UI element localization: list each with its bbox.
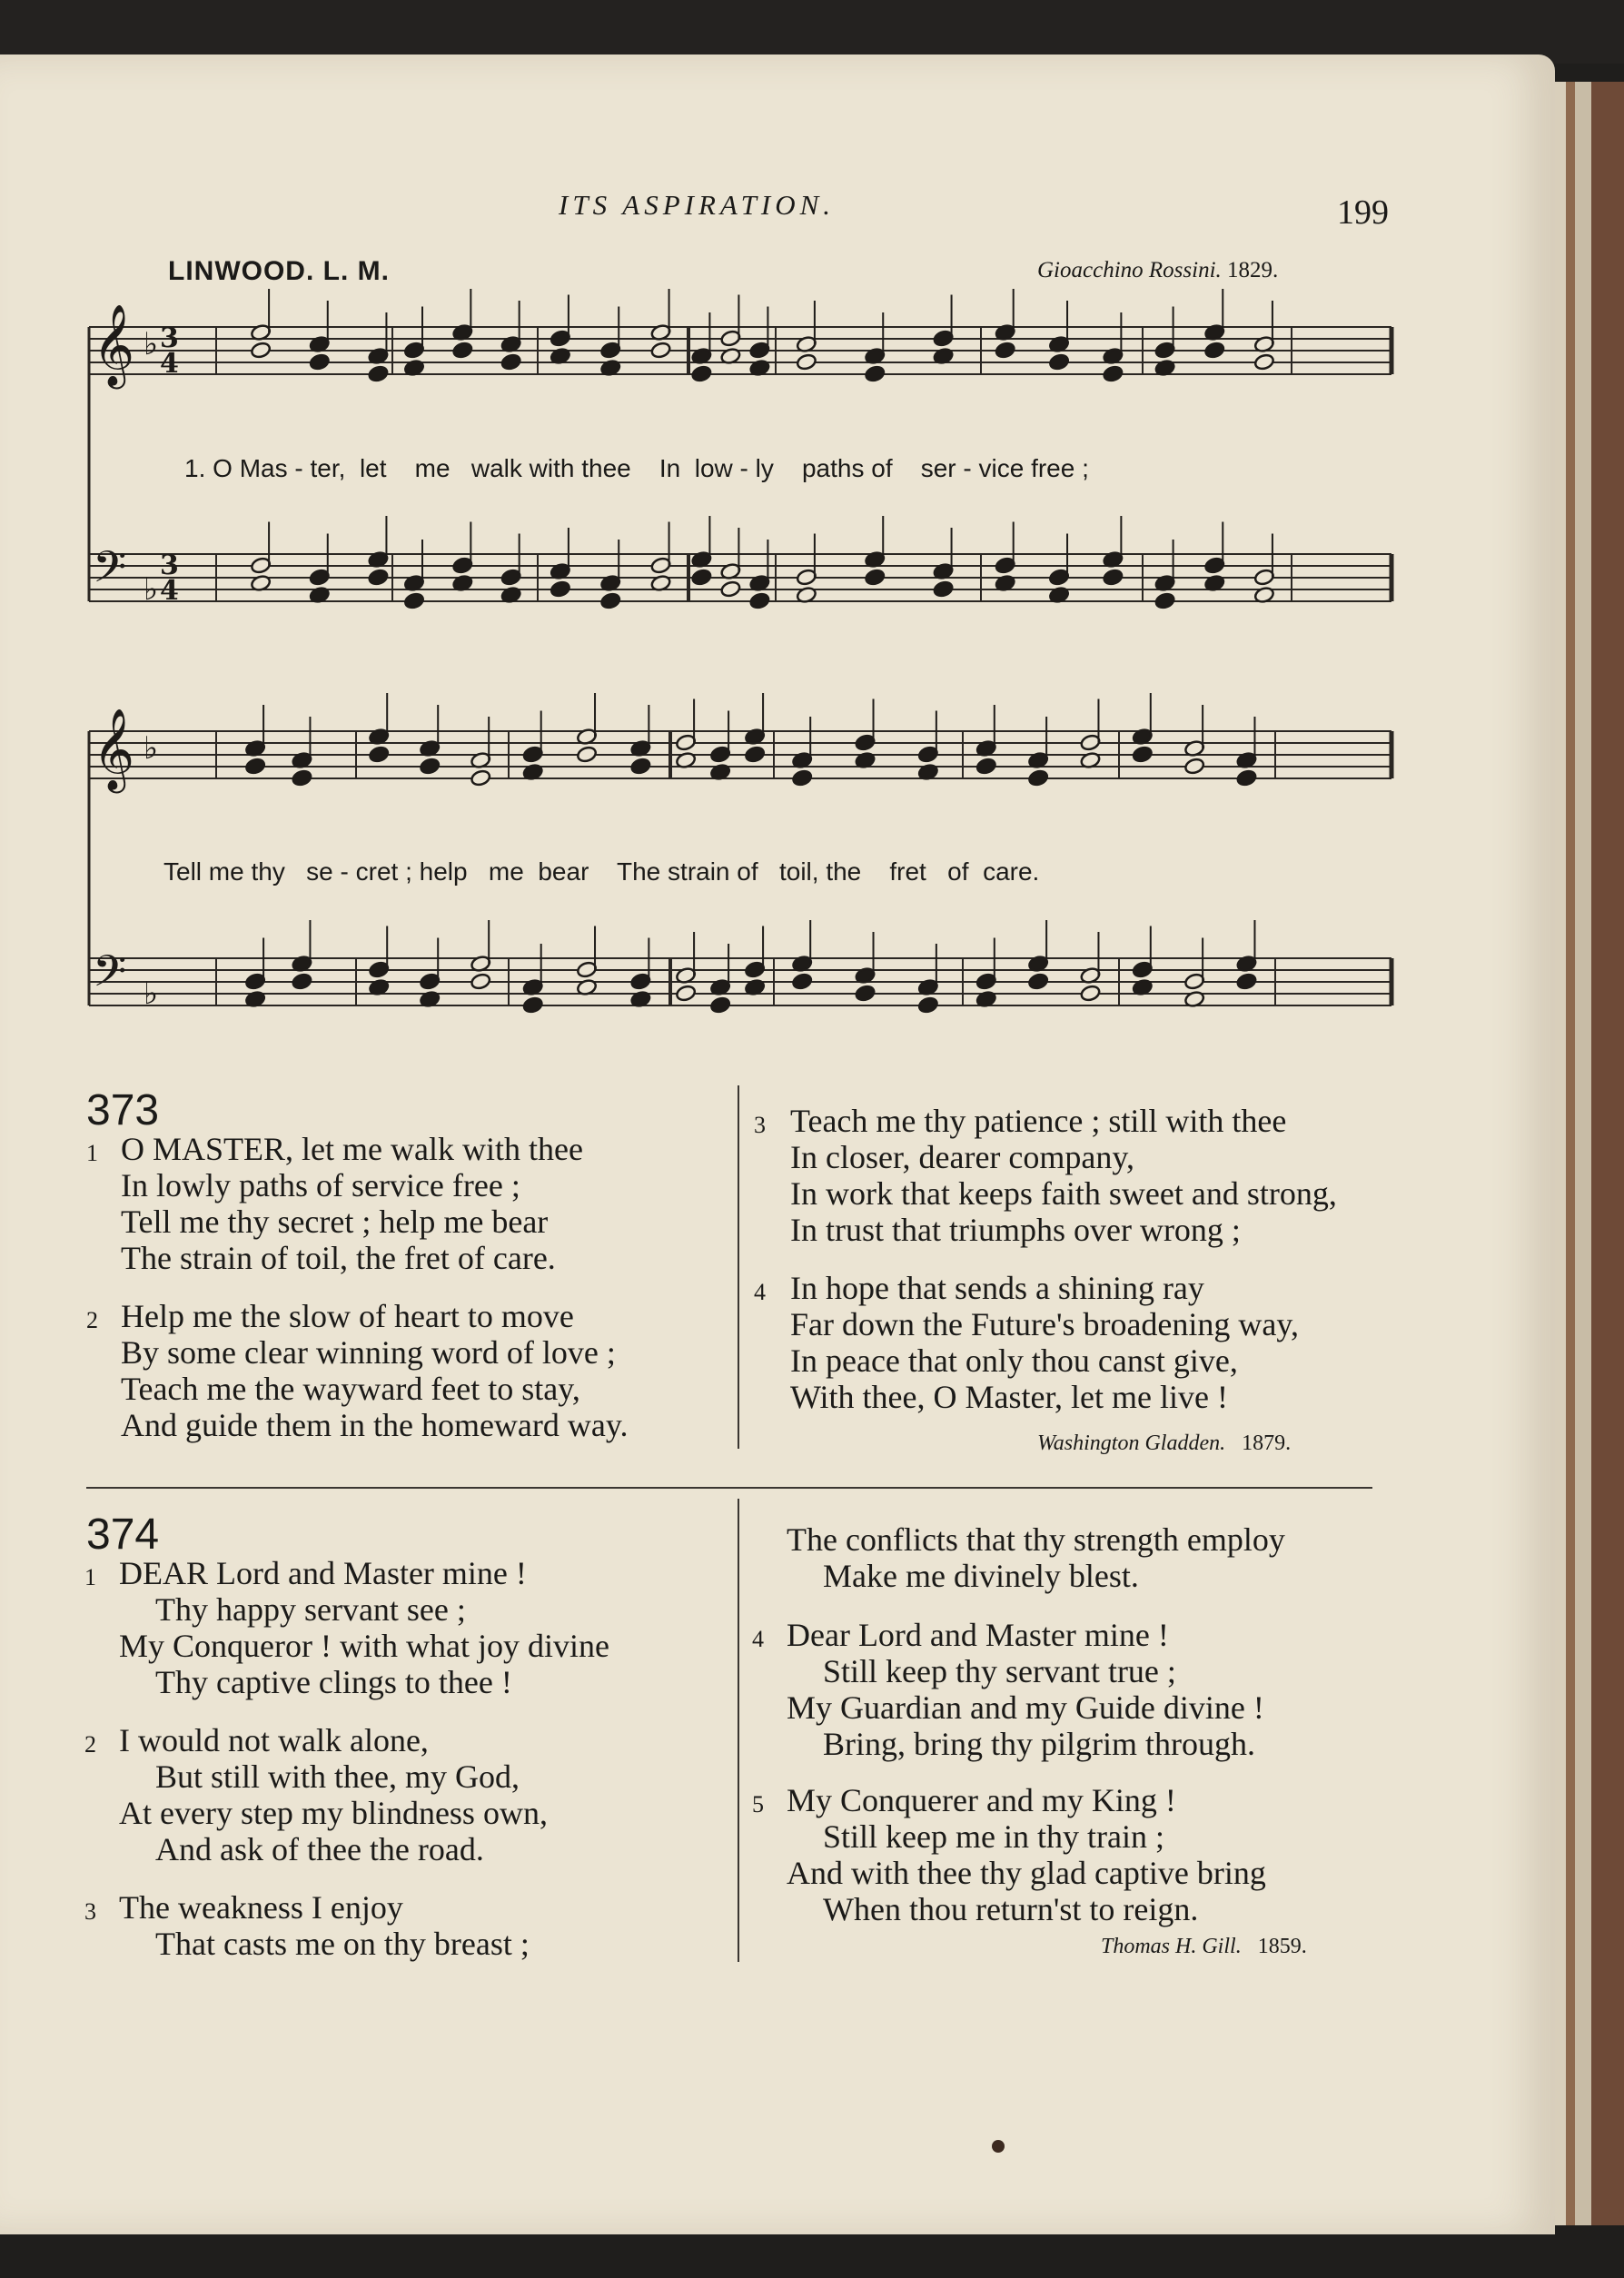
note-head [709, 996, 731, 1015]
note-head [1203, 342, 1225, 360]
hymn-374-author: Thomas H. Gill. [1101, 1935, 1242, 1958]
verse-line: And with thee thy glad captive bring [787, 1855, 1266, 1891]
note-head [1027, 973, 1049, 991]
bass-clef-icon: 𝄢 [93, 946, 127, 1007]
running-title: ITS ASPIRATION. [559, 189, 836, 221]
note-head [1132, 746, 1154, 764]
note-head [250, 342, 272, 360]
note-head [309, 353, 331, 371]
verse-number: 4 [754, 1279, 766, 1305]
verse-line: My Conqueror ! with what joy divine [119, 1628, 609, 1664]
note-head [1103, 365, 1124, 383]
verse-line: DEAR Lord and Master mine ! [119, 1555, 527, 1591]
verse-line: In peace that only thou canst give, [790, 1342, 1238, 1379]
note-head [791, 769, 813, 787]
verse-line: And ask of thee the road. [155, 1831, 484, 1867]
bass-clef-icon: 𝄢 [93, 541, 127, 603]
verse-line: Help me the slow of heart to move [121, 1298, 574, 1334]
verse-line: When thou return'st to reign. [823, 1891, 1199, 1927]
verse-line: Tell me thy secret ; help me bear [121, 1203, 549, 1240]
verse-line: O MASTER, let me walk with thee [121, 1131, 583, 1167]
note-head [675, 985, 697, 1003]
verse-line: The weakness I enjoy [119, 1889, 403, 1926]
note-head [1154, 592, 1176, 610]
page-number: 199 [1337, 193, 1389, 232]
verse-line: Bring, bring thy pilgrim through. [823, 1726, 1255, 1762]
note-head [1080, 985, 1102, 1003]
note-head [419, 758, 441, 776]
verse-line: Teach me the wayward feet to stay, [121, 1371, 580, 1407]
flat-key-signature-icon: ♭ [144, 730, 159, 767]
time-signature: 4 [160, 575, 179, 607]
note-head [1027, 769, 1049, 787]
verse-number: 2 [84, 1731, 96, 1758]
time-signature: 4 [160, 348, 179, 380]
verse-number: 2 [86, 1307, 98, 1333]
note-head [691, 569, 713, 587]
note-head [1236, 973, 1258, 991]
verse-line: In trust that triumphs over wrong ; [790, 1212, 1241, 1248]
column-divider [738, 1499, 739, 1962]
note-head [452, 342, 474, 360]
verse-line: In work that keeps faith sweet and strong, [790, 1175, 1337, 1212]
note-head [917, 996, 939, 1015]
note-head [864, 365, 886, 383]
note-head [1103, 569, 1124, 587]
note-head [791, 973, 813, 991]
verse-number: 4 [752, 1626, 764, 1652]
treble-clef-icon: 𝄞 [93, 708, 135, 790]
note-head [292, 973, 313, 991]
note-head [749, 592, 771, 610]
note-head [933, 580, 955, 599]
note-head [500, 353, 522, 371]
note-head [744, 746, 766, 764]
verse-line: Thy happy servant see ; [155, 1591, 466, 1628]
flat-key-signature-icon: ♭ [144, 326, 159, 362]
note-head [470, 769, 491, 787]
hymn-separator [86, 1487, 1372, 1489]
lyric-line-2: Tell me thy se - cret ; help me bear The strain of toil, the fret of care. [163, 857, 1040, 886]
tune-name: LINWOOD. L. M. [168, 256, 390, 286]
note-head [470, 973, 491, 991]
flat-key-signature-icon: ♭ [144, 976, 159, 1012]
verse-line: But still with thee, my God, [155, 1758, 520, 1795]
note-head [1048, 353, 1070, 371]
verse-line: Still keep thy servant true ; [823, 1653, 1176, 1689]
verse-line: Still keep me in thy train ; [823, 1818, 1164, 1855]
note-head [720, 580, 742, 599]
note-head [691, 365, 713, 383]
note-head [855, 985, 876, 1003]
verse-line: My Guardian and my Guide divine ! [787, 1689, 1264, 1726]
verse-number: 1 [84, 1564, 96, 1590]
note-head [630, 758, 652, 776]
verse-line: The conflicts that thy strength employ [787, 1521, 1285, 1558]
lyric-line-1: 1. O Mas - ter, let me walk with thee In low - ly paths of ser - vice free ; [184, 454, 1089, 482]
time-signature: 3 [160, 550, 179, 581]
verse-line: In hope that sends a shining ray [790, 1270, 1204, 1306]
hymn-373-attribution [1037, 1431, 1291, 1456]
note-head [368, 569, 390, 587]
note-head [292, 769, 313, 787]
note-head [599, 592, 621, 610]
hymn-374-attribution [1101, 1935, 1307, 1959]
note-head [995, 342, 1016, 360]
hymn-374-number: 374 [86, 1510, 160, 1559]
note-head [864, 569, 886, 587]
verse-number: 3 [754, 1112, 766, 1138]
verse-line: That casts me on thy breast ; [155, 1926, 530, 1962]
note-head [522, 996, 544, 1015]
note-head [368, 365, 390, 383]
time-signature: 3 [160, 322, 179, 354]
page-mark [992, 2140, 1005, 2153]
verse-line: With thee, O Master, let me live ! [790, 1379, 1228, 1415]
note-head [650, 342, 672, 360]
note-head [1183, 758, 1205, 776]
verse-line: My Conquerer and my King ! [787, 1782, 1176, 1818]
bass-staff [89, 541, 1391, 608]
note-head [244, 758, 266, 776]
flat-key-signature-icon: ♭ [144, 571, 159, 608]
note-head [550, 580, 571, 599]
hymn-373-number: 373 [86, 1086, 160, 1134]
verse-line: Far down the Future's broadening way, [790, 1306, 1300, 1342]
note-head [576, 746, 598, 764]
hymn-373-author: Washington Gladden. [1037, 1431, 1226, 1455]
composer-year: 1829. [1227, 258, 1279, 282]
hymn-373-year: 1879. [1242, 1431, 1292, 1455]
verse-line: In closer, dearer company, [790, 1139, 1135, 1175]
column-divider [738, 1085, 739, 1449]
verse-line: Thy captive clings to thee ! [155, 1664, 512, 1700]
verse-line: In lowly paths of service free ; [121, 1167, 520, 1203]
hymn-374-year: 1859. [1257, 1935, 1307, 1958]
verse-line: The strain of toil, the fret of care. [121, 1240, 556, 1276]
note-head [1236, 769, 1258, 787]
verse-line: Dear Lord and Master mine ! [787, 1617, 1169, 1653]
note-head [368, 746, 390, 764]
verse-line: At every step my blindness own, [119, 1795, 548, 1831]
verse-line: By some clear winning word of love ; [121, 1334, 616, 1371]
verse-line: And guide them in the homeward way. [121, 1407, 629, 1443]
treble-clef-icon: 𝄞 [93, 304, 135, 386]
note-head [403, 592, 425, 610]
note-head [796, 353, 817, 371]
verse-number: 1 [86, 1140, 98, 1166]
note-head [1253, 353, 1275, 371]
verse-line: I would not walk alone, [119, 1722, 429, 1758]
verse-line: Teach me thy patience ; still with thee [790, 1103, 1287, 1139]
verse-number: 5 [752, 1791, 764, 1817]
verse-line: Make me divinely blest. [823, 1558, 1139, 1594]
music-score [0, 0, 1624, 1072]
treble-staff [89, 304, 1391, 390]
verse-number: 3 [84, 1898, 96, 1925]
composer-name: Gioacchino Rossini. [1037, 258, 1222, 282]
note-head [975, 758, 997, 776]
